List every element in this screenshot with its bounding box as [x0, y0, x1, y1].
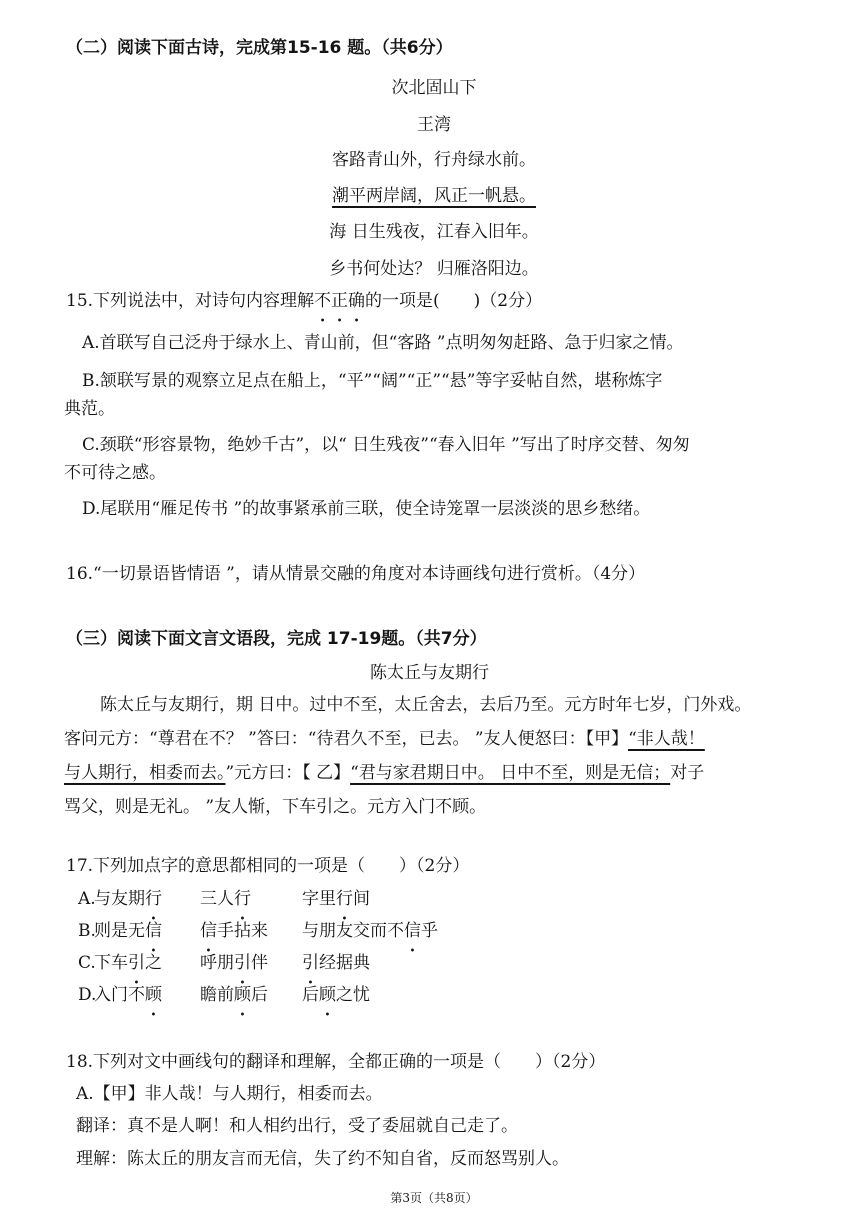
q17-option-phrase: [302, 951, 370, 975]
q18-stem: 18.下列对文中画线句的翻译和理解，全都正确的一项是（ ）（2分）: [66, 1052, 606, 1072]
emphasis-char: 顾: [319, 985, 336, 1005]
q15-stem: [66, 289, 542, 313]
emphasis-char: 顾: [145, 985, 162, 1005]
q17-stem: 17.下列加点字的意思都相同的一项是（ ）（2分）: [66, 856, 470, 876]
q16-stem: 16.“一切景语皆情语 ”，请从情景交融的角度对本诗画线句进行赏析。（4分）: [66, 564, 646, 584]
emphasis-char: 行: [234, 889, 251, 909]
underlined-sentence-yi: “君与家君期日中。 日中不至，则是无信；: [350, 763, 671, 783]
q17-option-label: D.: [78, 985, 97, 1005]
phrase-text: 伴: [251, 953, 268, 973]
passage-line-3: [64, 761, 704, 785]
q17-option-label: C.: [78, 953, 96, 973]
emphasis-char: 引: [128, 953, 145, 973]
phrase-text: 手拈来: [217, 921, 268, 941]
emphasis-char: 确: [348, 291, 366, 311]
underlined-poem-line: 潮平两岸阔，风正一帆悬。: [332, 186, 536, 206]
phrase-text: 间: [353, 889, 370, 909]
q17-option-phrase: [94, 887, 162, 911]
passage-line-1: 陈太丘与友期行，期 日中。过中不至，太丘舍去，去后乃至。元方时年七岁，门外戏。: [100, 695, 752, 715]
q17-option-phrase: [94, 919, 162, 943]
underlined-sentence-jia-cont: 与人期行，相委而去。: [64, 763, 226, 783]
q17-option-label: B.: [78, 921, 96, 941]
q17-option-phrase: [302, 919, 438, 943]
emphasis-char: 顾: [234, 985, 251, 1005]
q17-option-phrase: [200, 887, 251, 911]
phrase-text: 瞻前: [200, 985, 234, 1005]
emphasis-char: 不: [314, 291, 332, 311]
passage-text: 对子: [670, 763, 705, 783]
poem-line-1: 客路青山外，行舟绿水前。: [332, 150, 536, 170]
phrase-text: 之: [145, 953, 162, 973]
section3-heading: （三）阅读下面文言文语段，完成 17-19题。（共7分）: [66, 629, 487, 649]
phrase-text: 下车: [94, 953, 128, 973]
passage-line-4: 骂父，则是无礼。 ”友人惭，下车引之。元方入门不顾。: [64, 797, 487, 817]
page-footer: 第3页（共8页）: [390, 1191, 478, 1205]
phrase-text: 之忧: [336, 985, 370, 1005]
poem-author: 王湾: [417, 115, 451, 135]
phrase-text: 则是无: [94, 921, 145, 941]
phrase-text: 乎: [421, 921, 438, 941]
passage-line-2: [64, 727, 705, 751]
emphasis-char: 行: [336, 889, 353, 909]
q15-option-b: B.颔联写景的观察立足点在船上，“平”“阔”“正”“悬”等字妥帖自然，堪称炼字: [82, 371, 663, 391]
emphasis-char: 信: [200, 921, 217, 941]
emphasis-char: 正: [331, 291, 349, 311]
phrase-text: 呼朋: [200, 953, 234, 973]
phrase-text: 与朋友交而不: [302, 921, 404, 941]
poem-line-3: 海 日生残夜，江春入旧年。: [329, 222, 539, 242]
q15-stem-text: 15.下列说法中，对诗句内容理解: [66, 291, 315, 311]
phrase-text: 与友期: [94, 889, 145, 909]
phrase-text: 经据典: [319, 953, 370, 973]
phrase-text: 三人: [200, 889, 234, 909]
phrase-text: 后: [302, 985, 319, 1005]
passage-title: 陈太丘与友期行: [370, 663, 489, 683]
q17-option-label: A.: [78, 889, 96, 909]
phrase-text: 字里: [302, 889, 336, 909]
q17-option-phrase: [200, 919, 268, 943]
q15-option-a: A.首联写自己泛舟于绿水上、青山前，但“客路 ”点明匆匆赶路、急于归家之情。: [82, 333, 684, 353]
poem-title: 次北固山下: [391, 78, 477, 98]
passage-text: ”元方曰：【 乙】: [225, 763, 351, 783]
q17-option-phrase: [94, 983, 162, 1007]
q17-option-phrase: [200, 983, 268, 1007]
q17-option-phrase: [302, 887, 370, 911]
emphasis-char: 行: [145, 889, 162, 909]
phrase-text: 后: [251, 985, 268, 1005]
q17-option-phrase: [94, 951, 162, 975]
emphasis-char: 信: [404, 921, 421, 941]
q17-option-phrase: [302, 983, 370, 1007]
q17-option-phrase: [200, 951, 268, 975]
section2-heading: （二）阅读下面古诗，完成第15-16 题。（共6分）: [66, 38, 453, 58]
q18-translation: 翻译：真不是人啊！和人相约出行，受了委屈就自己走了。: [76, 1116, 518, 1136]
q15-option-b-cont: 典范。: [64, 399, 115, 419]
q18-option-a: A.【甲】非人哉！与人期行，相委而去。: [76, 1084, 383, 1104]
underlined-sentence-jia: “非人哉！: [628, 729, 705, 749]
q18-understanding: 理解：陈太丘的朋友言而无信，失了约不知自省，反而怒骂别人。: [76, 1149, 569, 1169]
q15-option-d: D.尾联用“雁足传书 ”的故事紧承前三联，使全诗笼罩一层淡淡的思乡愁绪。: [82, 499, 651, 519]
emphasis-char: 引: [302, 953, 319, 973]
emphasis-char: 信: [145, 921, 162, 941]
poem-line-2: [0, 184, 868, 208]
emphasis-char: 引: [234, 953, 251, 973]
poem-line-4: 乡书何处达？ 归雁洛阳边。: [329, 259, 539, 279]
passage-text: 客问元方：“尊君在不？ ”答曰：“待君久不至，已去。 ”友人便怒曰：【甲】: [64, 729, 629, 749]
q15-option-c-cont: 不可待之感。: [64, 463, 166, 483]
phrase-text: 入门不: [94, 985, 145, 1005]
q15-stem-tail: 的一项是( )（2分）: [365, 291, 543, 311]
q15-option-c: C.颈联“形容景物，绝妙千古”，以“ 日生残夜”“春入旧年 ”写出了时序交替、匆匆: [82, 435, 690, 455]
